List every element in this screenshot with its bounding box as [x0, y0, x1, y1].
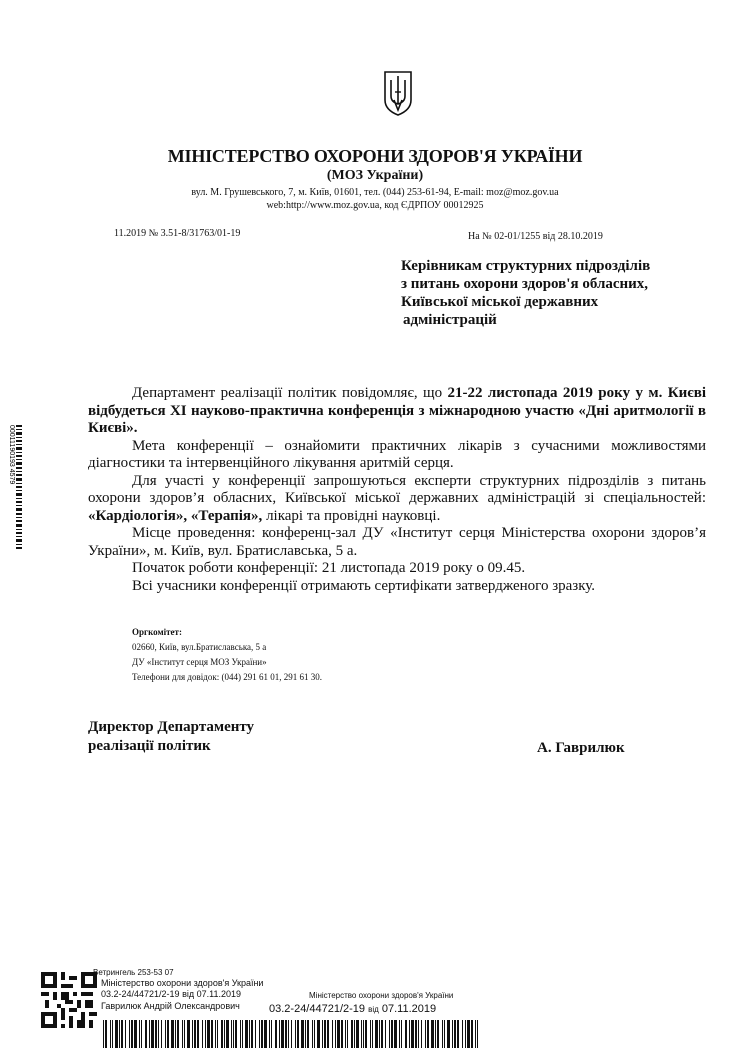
signatory-position: [88, 718, 254, 756]
recipient-line: Керівникам структурних підрозділів: [401, 258, 651, 274]
organizer-block: [132, 625, 322, 685]
footer-barcode: [103, 1020, 483, 1048]
side-stamp-code: 00011190193 4579: [8, 425, 15, 485]
ministry-web: web:http://www.moz.gov.ua, код ЄДРПОУ 00012925: [266, 200, 484, 211]
footer-ministry-right: Міністерство охорони здоров'я України: [309, 991, 454, 1000]
incoming-reference: На № 02-01/1255 від 28.10.2019: [468, 231, 603, 242]
organizer-address: 02660, Київ, вул.Братиславська, 5 а: [132, 642, 267, 652]
footer-doc-number-right: [269, 1003, 436, 1015]
ministry-address: вул. М. Грушевського, 7, м. Київ, 01601, тел. (044) 253-61-94, E-mail: moz@moz.gov.ua: [191, 187, 559, 198]
paragraph-text: Для участі у конференції запрошуються експерти структурних підрозділів з питань охорони здоров’я обласних, Київської міської державних адміністрацій зі спеціальностей:: [88, 472, 706, 506]
organizer-phones: Телефони для довідок: (044) 291 61 01, 291 61 30.: [132, 672, 322, 682]
ministry-short-name: (МОЗ України): [326, 168, 424, 183]
recipient-line: з питань охорони здоров'я обласних,: [401, 276, 649, 292]
registration-stamp: [41, 968, 461, 1048]
signatory-name: А. Гаврилюк: [537, 740, 625, 756]
paragraph-purpose: Мета конференції – ознайомити практичних лікарів з сучасними можливостями діагностики та інтервенційного лікування аритмій серця.: [88, 437, 706, 471]
paragraph-emphasis: «Кардіологія», «Терапія»,: [88, 507, 263, 524]
organizer-title: Оргкомітет:: [132, 627, 182, 637]
position-line: реалізації політик: [88, 738, 211, 754]
trident-emblem-icon: [383, 70, 413, 116]
position-line: Директор Департаменту: [88, 719, 255, 735]
paragraph-emphasis: 21-22 листопада 2019 року у м. Києві відбудеться XI науково-практична конференція з міжнародною участю «Дні аритмології в Києві».: [88, 385, 706, 436]
paragraph-venue: Місце проведення: конференц-зал ДУ «Інститут серця Міністерства охорони здоров’я України», м. Київ, вул. Братиславська, 5 а.: [88, 525, 706, 559]
paragraph-announcement: [88, 385, 706, 438]
reg-date: 07.11.2019: [381, 1003, 437, 1015]
recipient-block: [401, 257, 721, 329]
footer-person: Гаврилюк Андрій Олександрович: [101, 1001, 240, 1011]
ministry-name: МІНІСТЕРСТВО ОХОРОНИ ЗДОРОВ'Я УКРАЇНИ: [167, 146, 583, 166]
paragraph-start: Початок роботи конференції: 21 листопада 2019 року о 09.45.: [132, 560, 526, 576]
paragraph-text: Департамент реалізації політик повідомляє, що: [132, 385, 448, 401]
recipient-line: Київської міської державних: [401, 294, 599, 310]
letter-body: [88, 385, 706, 595]
footer-doc-number: 03.2-24/44721/2-19 від 07.11.2019: [101, 989, 241, 999]
paragraph-participants: [88, 473, 706, 526]
outgoing-number: 11.2019 № 3.51-8/31763/01-19: [114, 228, 241, 239]
paragraph-certificates: Всі учасники конференції отримають сертифікати затвердженого зразку.: [132, 577, 596, 594]
footer-ministry: Міністерство охорони здоров'я України: [101, 978, 264, 988]
organizer-institution: ДУ «Інститут серця МОЗ України»: [132, 657, 267, 667]
executor-line: Ветрингель 253-53 07: [93, 968, 174, 977]
qr-code-icon: [41, 972, 97, 1028]
reg-number: 03.2-24/44721/2-19: [269, 1003, 366, 1015]
recipient-line: адміністрацій: [403, 312, 497, 328]
side-barcode: [4, 425, 26, 585]
reg-date-label: від: [368, 1005, 379, 1014]
paragraph-text: лікарі та провідні науковці.: [262, 507, 441, 524]
